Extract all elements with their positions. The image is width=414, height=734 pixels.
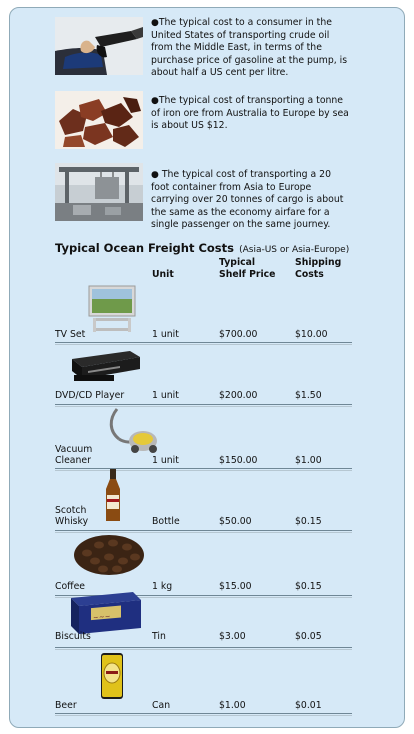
fact-fuel-text	[151, 17, 351, 80]
item-unit: 1 unit	[152, 455, 179, 466]
item-name: Beer	[55, 700, 77, 711]
coffee-beans-icon	[73, 533, 157, 581]
header-shipping	[295, 257, 341, 281]
item-name-line2: Whisky	[55, 516, 89, 527]
item-price: $150.00	[219, 455, 258, 466]
fact-iron-ore-text	[151, 95, 351, 133]
item-shipping: $0.05	[295, 631, 322, 642]
item-unit: Tin	[152, 631, 166, 642]
item-shipping: $0.15	[295, 516, 322, 527]
table-row	[55, 600, 352, 648]
item-name: Coffee	[55, 581, 86, 592]
table-row	[55, 280, 352, 343]
item-shipping: $0.15	[295, 581, 322, 592]
table-title-row	[55, 237, 375, 256]
bullet: ●	[151, 18, 159, 28]
item-shipping: $1.50	[295, 390, 322, 401]
header-unit-label: Unit	[152, 269, 174, 280]
item-name: TV Set	[55, 329, 86, 340]
table-row	[55, 409, 352, 469]
header-shipping-line2: Costs	[295, 269, 324, 280]
item-shipping: $0.01	[295, 700, 322, 711]
item-name: DVD/CD Player	[55, 390, 125, 401]
bullet: ●	[151, 96, 159, 106]
item-unit: 1 unit	[152, 329, 179, 340]
item-price: $50.00	[219, 516, 252, 527]
fact-iron-ore	[55, 91, 355, 151]
header-price-line2: Shelf Price	[219, 269, 276, 280]
item-name: Vacuum	[55, 444, 93, 455]
table-row	[55, 473, 352, 531]
table-row	[55, 652, 352, 714]
table-row	[55, 535, 352, 596]
table-subtitle: (Asia-US or Asia-Europe)	[239, 245, 350, 255]
fact-text: The typical cost of transporting a tonne of iron ore from Australia to Europe by sea is about US $12.	[151, 95, 349, 132]
header-price	[219, 257, 276, 281]
fact-container	[55, 163, 355, 231]
item-price: $200.00	[219, 390, 258, 401]
item-price: $1.00	[219, 700, 246, 711]
item-price: $3.00	[219, 631, 246, 642]
container-crane-image	[55, 163, 143, 221]
header-shipping-line1: Shipping	[295, 257, 342, 268]
item-name-line2: Cleaner	[55, 455, 91, 466]
item-unit: Can	[152, 700, 171, 711]
freight-info-panel	[9, 7, 405, 728]
tv-set-icon	[87, 284, 171, 332]
item-shipping: $1.00	[295, 455, 322, 466]
bullet: ●	[151, 170, 159, 180]
item-price: $700.00	[219, 329, 258, 340]
vacuum-cleaner-icon	[105, 405, 189, 453]
item-price: $15.00	[219, 581, 252, 592]
item-name: Biscuits	[55, 631, 91, 642]
table-title: Typical Ocean Freight Costs	[55, 241, 234, 255]
item-name: Scotch	[55, 505, 87, 516]
iron-ore-rocks-image	[55, 91, 143, 149]
fuel-pump-nozzle-image	[55, 17, 143, 75]
fact-text: The typical cost of transporting a 20 foot container from Asia to Europe carrying over 20 tonnes of cargo is about the same as the economy airfare for a single passenger on the same journey.	[151, 169, 344, 231]
table-row	[55, 347, 352, 405]
item-unit: 1 kg	[152, 581, 173, 592]
whisky-bottle-icon	[103, 469, 187, 517]
fact-container-text	[151, 169, 351, 232]
fact-fuel	[55, 17, 355, 77]
beer-can-icon	[98, 651, 182, 699]
item-unit: 1 unit	[152, 390, 179, 401]
header-price-line1: Typical	[219, 257, 256, 268]
item-unit: Bottle	[152, 516, 180, 527]
svg-text:~~~: ~~~	[93, 611, 111, 622]
fact-text: The typical cost to a consumer in the United States of transporting crude oil from the Middle East, in terms of the purchase price of gasoline at the pump, is about half a US cent per litre.	[151, 17, 348, 79]
item-shipping: $10.00	[295, 329, 328, 340]
